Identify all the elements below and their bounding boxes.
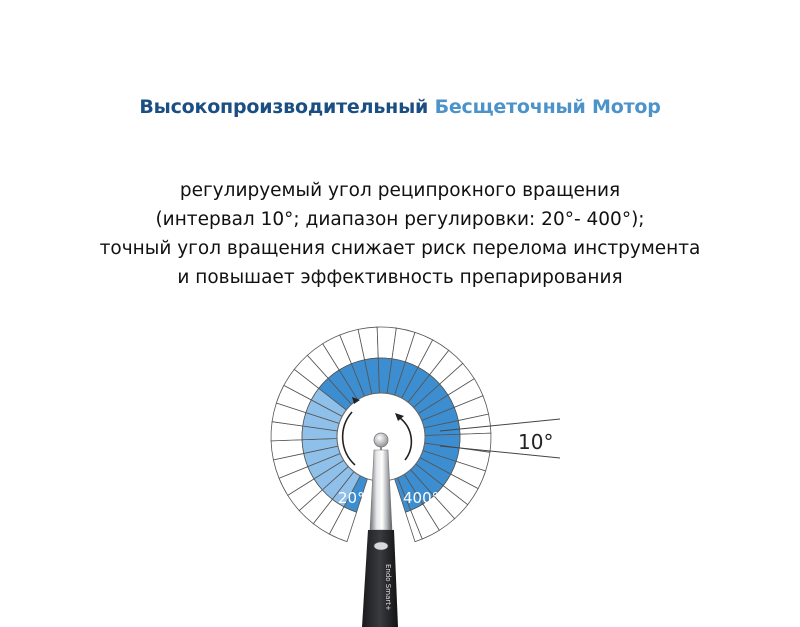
handpiece-button (374, 542, 388, 550)
min-angle-label: 20° (338, 489, 365, 507)
headline (0, 96, 800, 118)
description-line-4: и повышает эффективность препарирования (177, 267, 623, 288)
interval-label: 10° (518, 430, 554, 454)
description-line-1: регулируемый угол реципрокного вращения (179, 180, 621, 201)
headline-part-dark: Высокопроизводительный (139, 96, 429, 118)
description-line-2: (интервал 10°; диапазон регулировки: 20°- 400°); (155, 209, 645, 230)
rotation-angle-dial (0, 300, 800, 627)
handpiece-neck (370, 450, 392, 530)
headline-part-light: Бесщеточный Мотор (434, 96, 661, 118)
description-line-3: точный угол вращения снижает риск перелома инструмента (99, 238, 701, 259)
max-angle-label: 400° (403, 489, 440, 507)
description (0, 176, 800, 292)
contra-angle-head (374, 433, 388, 447)
handpiece-brand-label: Endo Smart+ (384, 564, 392, 611)
